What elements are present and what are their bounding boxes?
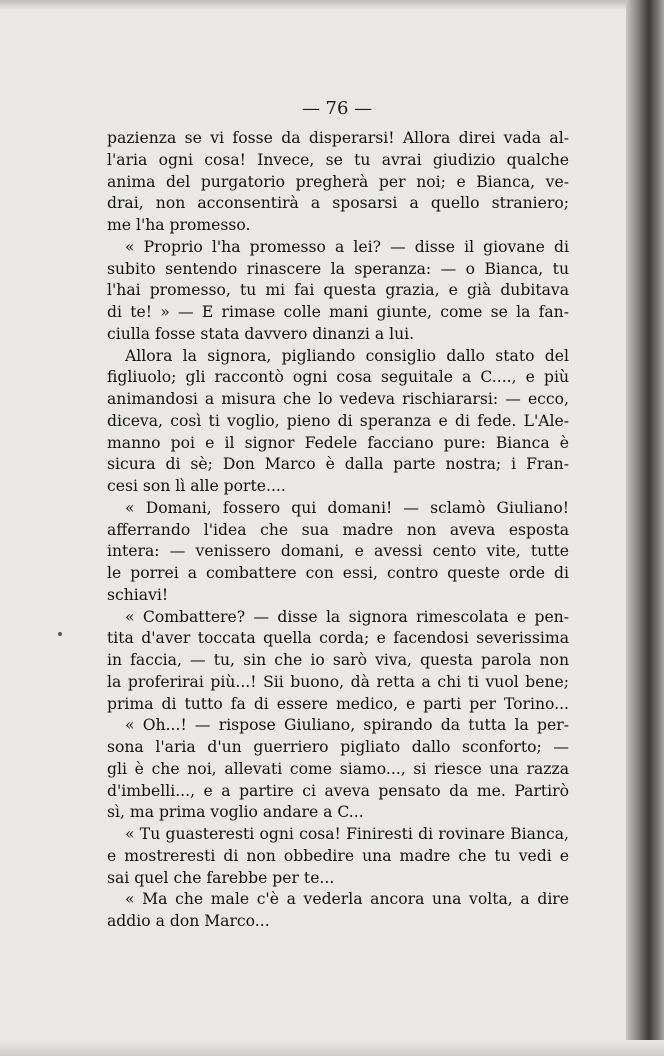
text-line: tita d'aver toccata quella corda; e facendosi severissima <box>107 629 569 648</box>
text-line: e mostreresti di non obbedire una madre che tu vedi e <box>107 846 569 865</box>
text-line: d'imbelli..., e a partire ci aveva pensato da me. Partirò <box>107 781 569 800</box>
text-line: sicura di sè; Don Marco è dalla parte nostra; i Fran- <box>107 455 569 474</box>
page-top-edge <box>0 0 664 10</box>
text-line: l'aria ogni cosa! Invece, se tu avrai giudizio qualche <box>107 150 569 169</box>
text-line: schiavi! <box>107 585 169 604</box>
text-line: « Oh...! — rispose Giuliano, spirando da tutta la per- <box>125 716 569 735</box>
text-line: l'hai promesso, tu mi fai questa grazia, e già dubitava <box>107 281 569 300</box>
text-line: le porrei a combattere con essi, contro queste orde di <box>107 564 569 582</box>
text-line: di te! » — E rimase colle mani giunte, come se la fan- <box>107 303 569 321</box>
text-line: gli è che noi, allevati come siamo..., si riesce una razza <box>107 759 569 778</box>
text-line: intera: — venissero domani, e avessi cento vite, tutte <box>107 542 569 561</box>
text-line: « Tu guasteresti ogni cosa! Finiresti di rovinare Bianca, <box>125 825 569 843</box>
text-line: sona l'aria d'un guerriero pigliato dallo sconforto; — <box>107 738 569 756</box>
page-number: — 76 — <box>301 98 373 119</box>
text-line: pazienza se vi fosse da disperarsi! Allora direi vada al- <box>107 129 569 147</box>
text-line: in faccia, — tu, sin che io sarò viva, questa parola non <box>107 651 569 669</box>
book-gutter-edge <box>626 0 664 1056</box>
text-line: « Proprio l'ha promesso a lei? — disse il giovane di <box>125 237 569 256</box>
text-line: me l'ha promesso. <box>107 216 251 234</box>
text-line: la proferirai più...! Sii buono, dà retta a chi ti vuol bene; <box>107 672 569 691</box>
text-line: figliuolo; gli raccontò ogni cosa seguitale a C...., e più <box>107 368 569 387</box>
text-line: subito sentendo rinascere la speranza: — o Bianca, tu <box>107 259 569 278</box>
text-line: afferrando l'idea che sua madre non aveva esposta <box>107 520 569 539</box>
text-line: « Combattere? — disse la signora rimescolata e pen- <box>125 607 569 626</box>
text-line: addio a don Marco... <box>107 912 270 930</box>
text-line: « Domani, fossero qui domani! — sclamò Giuliano! <box>125 498 569 517</box>
text-line: ciulla fosse stata davvero dinanzi a lui. <box>107 324 415 343</box>
text-line: sai quel che farebbe per te... <box>107 868 335 887</box>
text-line: sì, ma prima voglio andare a C... <box>107 803 364 822</box>
body-text <box>107 128 569 933</box>
page-bottom-edge <box>0 1040 664 1056</box>
text-line: manno poi e il signor Fedele facciano pure: Bianca è <box>107 433 569 452</box>
text-line: drai, non acconsentirà a sposarsi a quello straniero; <box>107 194 569 213</box>
text-line: « Ma che male c'è a vederla ancora una volta, a dire <box>125 890 569 909</box>
text-line: Allora la signora, pigliando consiglio dallo stato del <box>125 346 569 365</box>
text-line: animandosi a misura che lo vedeva rischiararsi: — ecco, <box>107 390 569 408</box>
text-line: anima del purgatorio pregherà per noi; e Bianca, ve- <box>107 172 569 191</box>
ink-speck <box>58 632 62 636</box>
text-line: prima di tutto fa di essere medico, e parti per Torino... <box>107 694 569 713</box>
text-line: cesi son lì alle porte.... <box>107 477 286 495</box>
text-line: diceva, così ti voglio, pieno di speranza e di fede. L'Ale- <box>107 411 569 430</box>
